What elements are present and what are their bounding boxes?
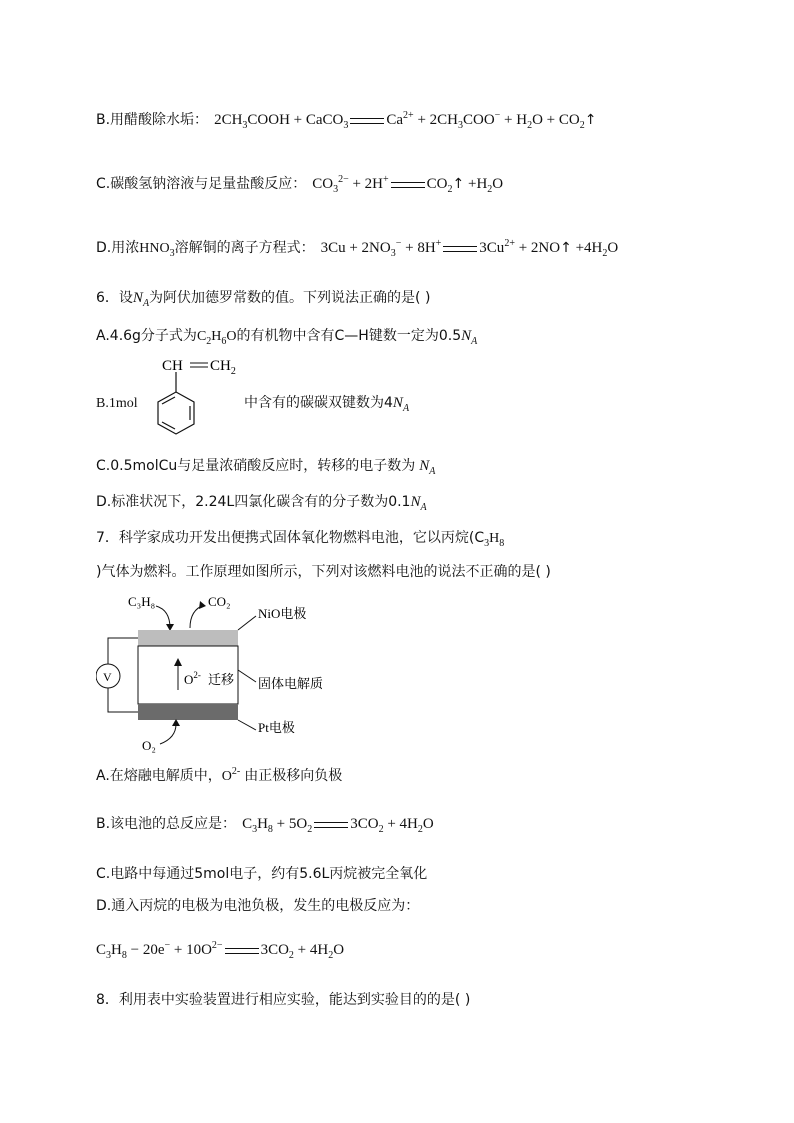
- q7-option-a-ion: $O^{2-}$: [221, 766, 241, 784]
- q5-option-c-label: C.碳酸氢钠溶液与足量盐酸反应：: [96, 176, 307, 192]
- voltmeter-label: V: [103, 670, 112, 684]
- q6-option-a-mid: 的有机物中含有C—H键数一定为0.5: [236, 328, 462, 344]
- q7-option-a-pre: A.在熔融电解质中，: [96, 768, 222, 784]
- q7-option-d-text: D.通入丙烷的电极为电池负极，发生的电极反应为：: [96, 898, 420, 914]
- q6-stem: [96, 288, 430, 308]
- q7-option-a: [96, 766, 342, 787]
- co2-out-label: CO₂: [208, 594, 231, 609]
- electrolyte-label: 固体电解质: [258, 676, 324, 691]
- q7-option-d-equation: $C_3H_8 - 20e^- + 10O^{2-}$ $3CO_2 + 4H_2O$: [96, 940, 345, 961]
- q6-option-a-pre: A.4.6g分子式为: [96, 328, 197, 344]
- q6-option-b-pre: B.1mol: [96, 396, 138, 411]
- avogadro-symbol: $N_A$: [392, 395, 410, 414]
- q6-option-d: [96, 492, 427, 512]
- styrene-structure: [138, 352, 248, 448]
- migration-label: 迁移: [208, 672, 235, 687]
- q5-option-b: [96, 110, 596, 130]
- pt-electrode: [138, 704, 238, 720]
- q6-option-b-prefix: [96, 393, 138, 414]
- q7-option-b: [96, 814, 434, 834]
- avogadro-symbol: $N_A$: [410, 494, 427, 513]
- q7-option-c: [96, 864, 427, 884]
- q6-stem-post: 为阿伏加德罗常数的值。下列说法正确的是( ): [149, 290, 431, 306]
- fuel-in-label: C₃H₈: [128, 594, 156, 609]
- q7-option-d: [96, 896, 419, 916]
- q6-option-a: [96, 326, 477, 347]
- q7-stem-propane-tail: $_3H_8$: [484, 531, 505, 549]
- avogadro-symbol: $N_A$: [461, 328, 478, 347]
- q7-stem-line1: [96, 528, 504, 549]
- fuel-cell-diagram: [96, 588, 356, 758]
- q8-stem: [96, 990, 470, 1010]
- q5-option-b-equation: $2CH_3COOH$ + CaCO$_3$ $Ca^{2+} + 2CH_3COO^- + H_2O$ + $CO_2↑$: [214, 110, 597, 131]
- q7-stem-line2: [96, 562, 551, 582]
- q5-option-c: [96, 174, 503, 194]
- pt-electrode-label: Pt电极: [258, 720, 295, 735]
- styrene-ch2-label: $CH_2$: [210, 358, 236, 377]
- q5-option-d-reagent: $HNO_3$: [139, 241, 175, 259]
- q5-option-b-label: B.用醋酸除水垢：: [96, 112, 209, 128]
- o2-in-label: O₂: [142, 738, 156, 753]
- q6-option-b-post: 中含有的碳碳双键数为4: [244, 395, 393, 411]
- nio-electrode-label: NiO电极: [258, 606, 307, 621]
- q5-option-c-equation: $CO_3^{2-} + 2H^+$ $CO_2↑ +H_2O$: [312, 174, 504, 195]
- avogadro-symbol: $N_A$: [419, 458, 436, 477]
- nio-electrode: [138, 630, 238, 646]
- q5-option-d-label-post: 溶解铜的离子方程式：: [174, 240, 315, 256]
- q6-stem-pre: 6．设: [96, 290, 133, 306]
- q6-option-c: [96, 456, 435, 476]
- q5-option-d: [96, 238, 618, 259]
- avogadro-symbol: $N_A$: [132, 290, 150, 309]
- oxide-ion-label: $O^{2-}$: [184, 670, 201, 687]
- styrene-ch-label: CH: [162, 358, 183, 374]
- q7-stem-line1-text: 7．科学家成功开发出便携式固体氧化物燃料电池，它以丙烷(C: [96, 530, 485, 546]
- q6-option-c-text: C.0.5molCu与足量浓硝酸反应时，转移的电子数为: [96, 458, 416, 474]
- q6-option-b-suffix: [244, 393, 409, 413]
- q7-stem-line2-text: )气体为燃料。工作原理如图所示，下列对该燃料电池的说法不正确的是( ): [96, 564, 551, 580]
- q5-option-d-equation: $3Cu + 2NO_3^- + 8H^+$ $3Cu^{2+}$ + 2NO↑ $+4H_2O$: [320, 238, 619, 259]
- q8-stem-text: 8．利用表中实验装置进行相应实验，能达到实验目的的是( ): [96, 992, 471, 1008]
- q5-option-d-label-pre: D.用浓: [96, 240, 140, 256]
- q7-option-a-post: 由正极移向负极: [244, 768, 343, 784]
- q7-option-c-text: C.电路中每通过5mol电子，约有5.6L丙烷被完全氧化: [96, 866, 428, 882]
- q7-option-b-label: B.该电池的总反应是：: [96, 816, 237, 832]
- q6-option-d-text: D.标准状况下，2.24L四氯化碳含有的分子数为0.1: [96, 494, 411, 510]
- q6-option-a-formula: $C_2H_6O$: [196, 329, 237, 347]
- q7-option-b-equation: $C_3H_8 + 5O_2$ $3CO_2 + 4H_2O$: [242, 816, 434, 835]
